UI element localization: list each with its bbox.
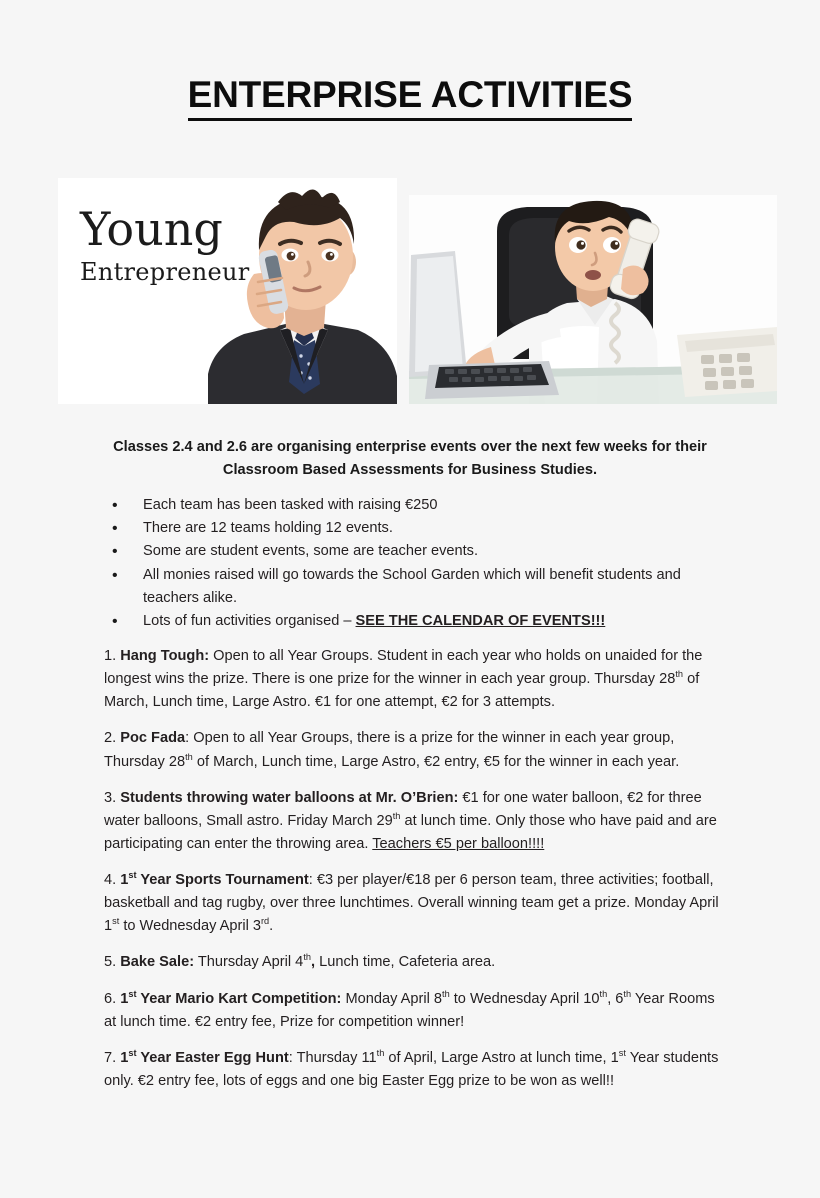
list-item-lead: Lots of fun activities organised – xyxy=(143,613,356,630)
event-body: Monday April 8 xyxy=(341,990,443,1007)
event-number: 4. xyxy=(104,872,117,888)
event-name: Poc Fada xyxy=(120,730,186,747)
event-name xyxy=(120,872,309,888)
event-body: Open to all Year Groups. Student in each year who holds on unaided for the longest wins the prize. There is one prize for the winner in each year group. Thursday 28 xyxy=(104,648,703,688)
event-name-ordinal: 1 xyxy=(120,872,129,888)
event-name: Students throwing water balloons at Mr. O’Brien: xyxy=(120,789,459,806)
event-body-cont: at lunch time. Only those who have paid and are participating can enter the throwing area. xyxy=(104,812,717,852)
ordinal-suffix: st xyxy=(618,1047,626,1058)
event-name: Bake Sale: xyxy=(120,954,195,971)
event-number: 2. xyxy=(104,730,117,747)
event-name-text: Year Easter Egg Hunt xyxy=(136,1049,289,1066)
ordinal-suffix: th xyxy=(392,810,401,821)
event-item-4 xyxy=(104,869,720,938)
ordinal-suffix: th xyxy=(442,988,450,999)
ordinal-suffix: th xyxy=(623,988,632,999)
event-item-1 xyxy=(104,645,720,714)
ordinal-suffix: th xyxy=(185,751,193,762)
event-number: 5. xyxy=(104,954,117,971)
list-item: • All monies raised will go towards the School Garden which will benefit students and teachers alike. xyxy=(110,564,710,610)
event-number: 3. xyxy=(104,789,117,806)
young-entrepreneur-caption xyxy=(80,202,250,286)
ordinal-suffix: st xyxy=(128,870,137,881)
event-body-cont: of March, Lunch time, Large Astro, €2 entry, €5 for the winner in each year. xyxy=(192,753,680,770)
list-item: • Some are student events, some are teacher events. xyxy=(110,540,710,563)
event-body: €1 for one water balloon, €2 for three water balloons, Small astro. Friday March 29 xyxy=(104,789,702,829)
event-item-5 xyxy=(104,951,720,974)
ordinal-suffix: th xyxy=(675,669,684,680)
event-body: : €3 per player/€18 per 6 person team, three activities; football, basketball and tag rugby, over three lunchtimes. Overall winning team get a prize. Monday April 1 xyxy=(104,872,719,935)
event-number: 1. xyxy=(104,648,117,664)
event-name xyxy=(120,1047,289,1066)
event-body-end: Year Rooms at lunch time. €2 entry fee, Prize for competition winner! xyxy=(104,990,715,1030)
young-entrepreneur-image xyxy=(58,178,397,404)
ordinal-suffix: th xyxy=(599,988,608,999)
event-body: Thursday April 4 xyxy=(194,954,304,971)
list-item: • There are 12 teams holding 12 events. xyxy=(110,517,710,540)
page-title-text: ENTERPRISE ACTIVITIES xyxy=(188,74,633,121)
teachers-price-note: Teachers €5 per balloon!!!! xyxy=(372,835,545,852)
event-name: Hang Tough: xyxy=(120,648,210,664)
event-item-2 xyxy=(104,727,720,773)
calendar-of-events-callout: SEE THE CALENDAR OF EVENTS!!! xyxy=(355,613,606,630)
event-body: : Thursday 11 xyxy=(288,1049,377,1066)
event-body-cont: of March, Lunch time, Large Astro. €1 for one attempt, €2 for 3 attempts. xyxy=(104,671,700,711)
event-number: 6. xyxy=(104,990,117,1007)
highlights-list xyxy=(110,494,710,633)
event-body-cont: to Wednesday April 10 xyxy=(449,990,600,1007)
boy-at-desk-illustration xyxy=(409,195,777,404)
event-item-6 xyxy=(104,988,720,1034)
event-item-7 xyxy=(104,1047,720,1093)
list-item xyxy=(110,610,710,633)
caption-line-entrepreneur: Entrepreneur xyxy=(80,258,250,286)
event-name xyxy=(120,988,342,1007)
event-body-cont: to Wednesday April 3 xyxy=(119,918,261,935)
ordinal-suffix: th xyxy=(376,1047,385,1058)
ordinal-suffix: st xyxy=(112,916,120,927)
ordinal-suffix: st xyxy=(128,988,137,999)
event-name-text: Year Sports Tournament xyxy=(136,872,309,888)
ordinal-suffix: st xyxy=(128,1047,137,1058)
event-body-bold-comma: , xyxy=(310,954,316,971)
ordinal-suffix: th xyxy=(303,952,311,963)
intro-paragraph: Classes 2.4 and 2.6 are organising enterprise events over the next few weeks for their Classroom Based Assessments for Business Studies. xyxy=(113,439,707,478)
event-name-ordinal: 1 xyxy=(120,990,129,1007)
event-name-text: Year Mario Kart Competition: xyxy=(136,990,342,1007)
event-body-end: . xyxy=(269,918,274,935)
boy-at-desk-image xyxy=(409,195,777,404)
event-body: : Open to all Year Groups, there is a prize for the winner in each year group, Thursday 28 xyxy=(104,730,675,770)
event-number: 7. xyxy=(104,1049,117,1066)
event-name-ordinal: 1 xyxy=(120,1049,129,1066)
event-body-cont: Lunch time, Cafeteria area. xyxy=(315,954,496,971)
list-item: • Each team has been tasked with raising €250 xyxy=(110,494,710,517)
event-body-cont: of April, Large Astro at lunch time, 1 xyxy=(384,1049,619,1066)
page-title xyxy=(0,74,820,116)
caption-line-young: Young xyxy=(80,202,223,256)
event-item-3 xyxy=(104,787,720,856)
event-body-cont2: , 6 xyxy=(607,990,624,1007)
events-list xyxy=(104,645,720,1106)
ordinal-suffix: rd xyxy=(260,916,270,927)
event-body-end: Year students only. €2 entry fee, lots of eggs and one big Easter Egg prize to be won as well!! xyxy=(104,1049,719,1089)
